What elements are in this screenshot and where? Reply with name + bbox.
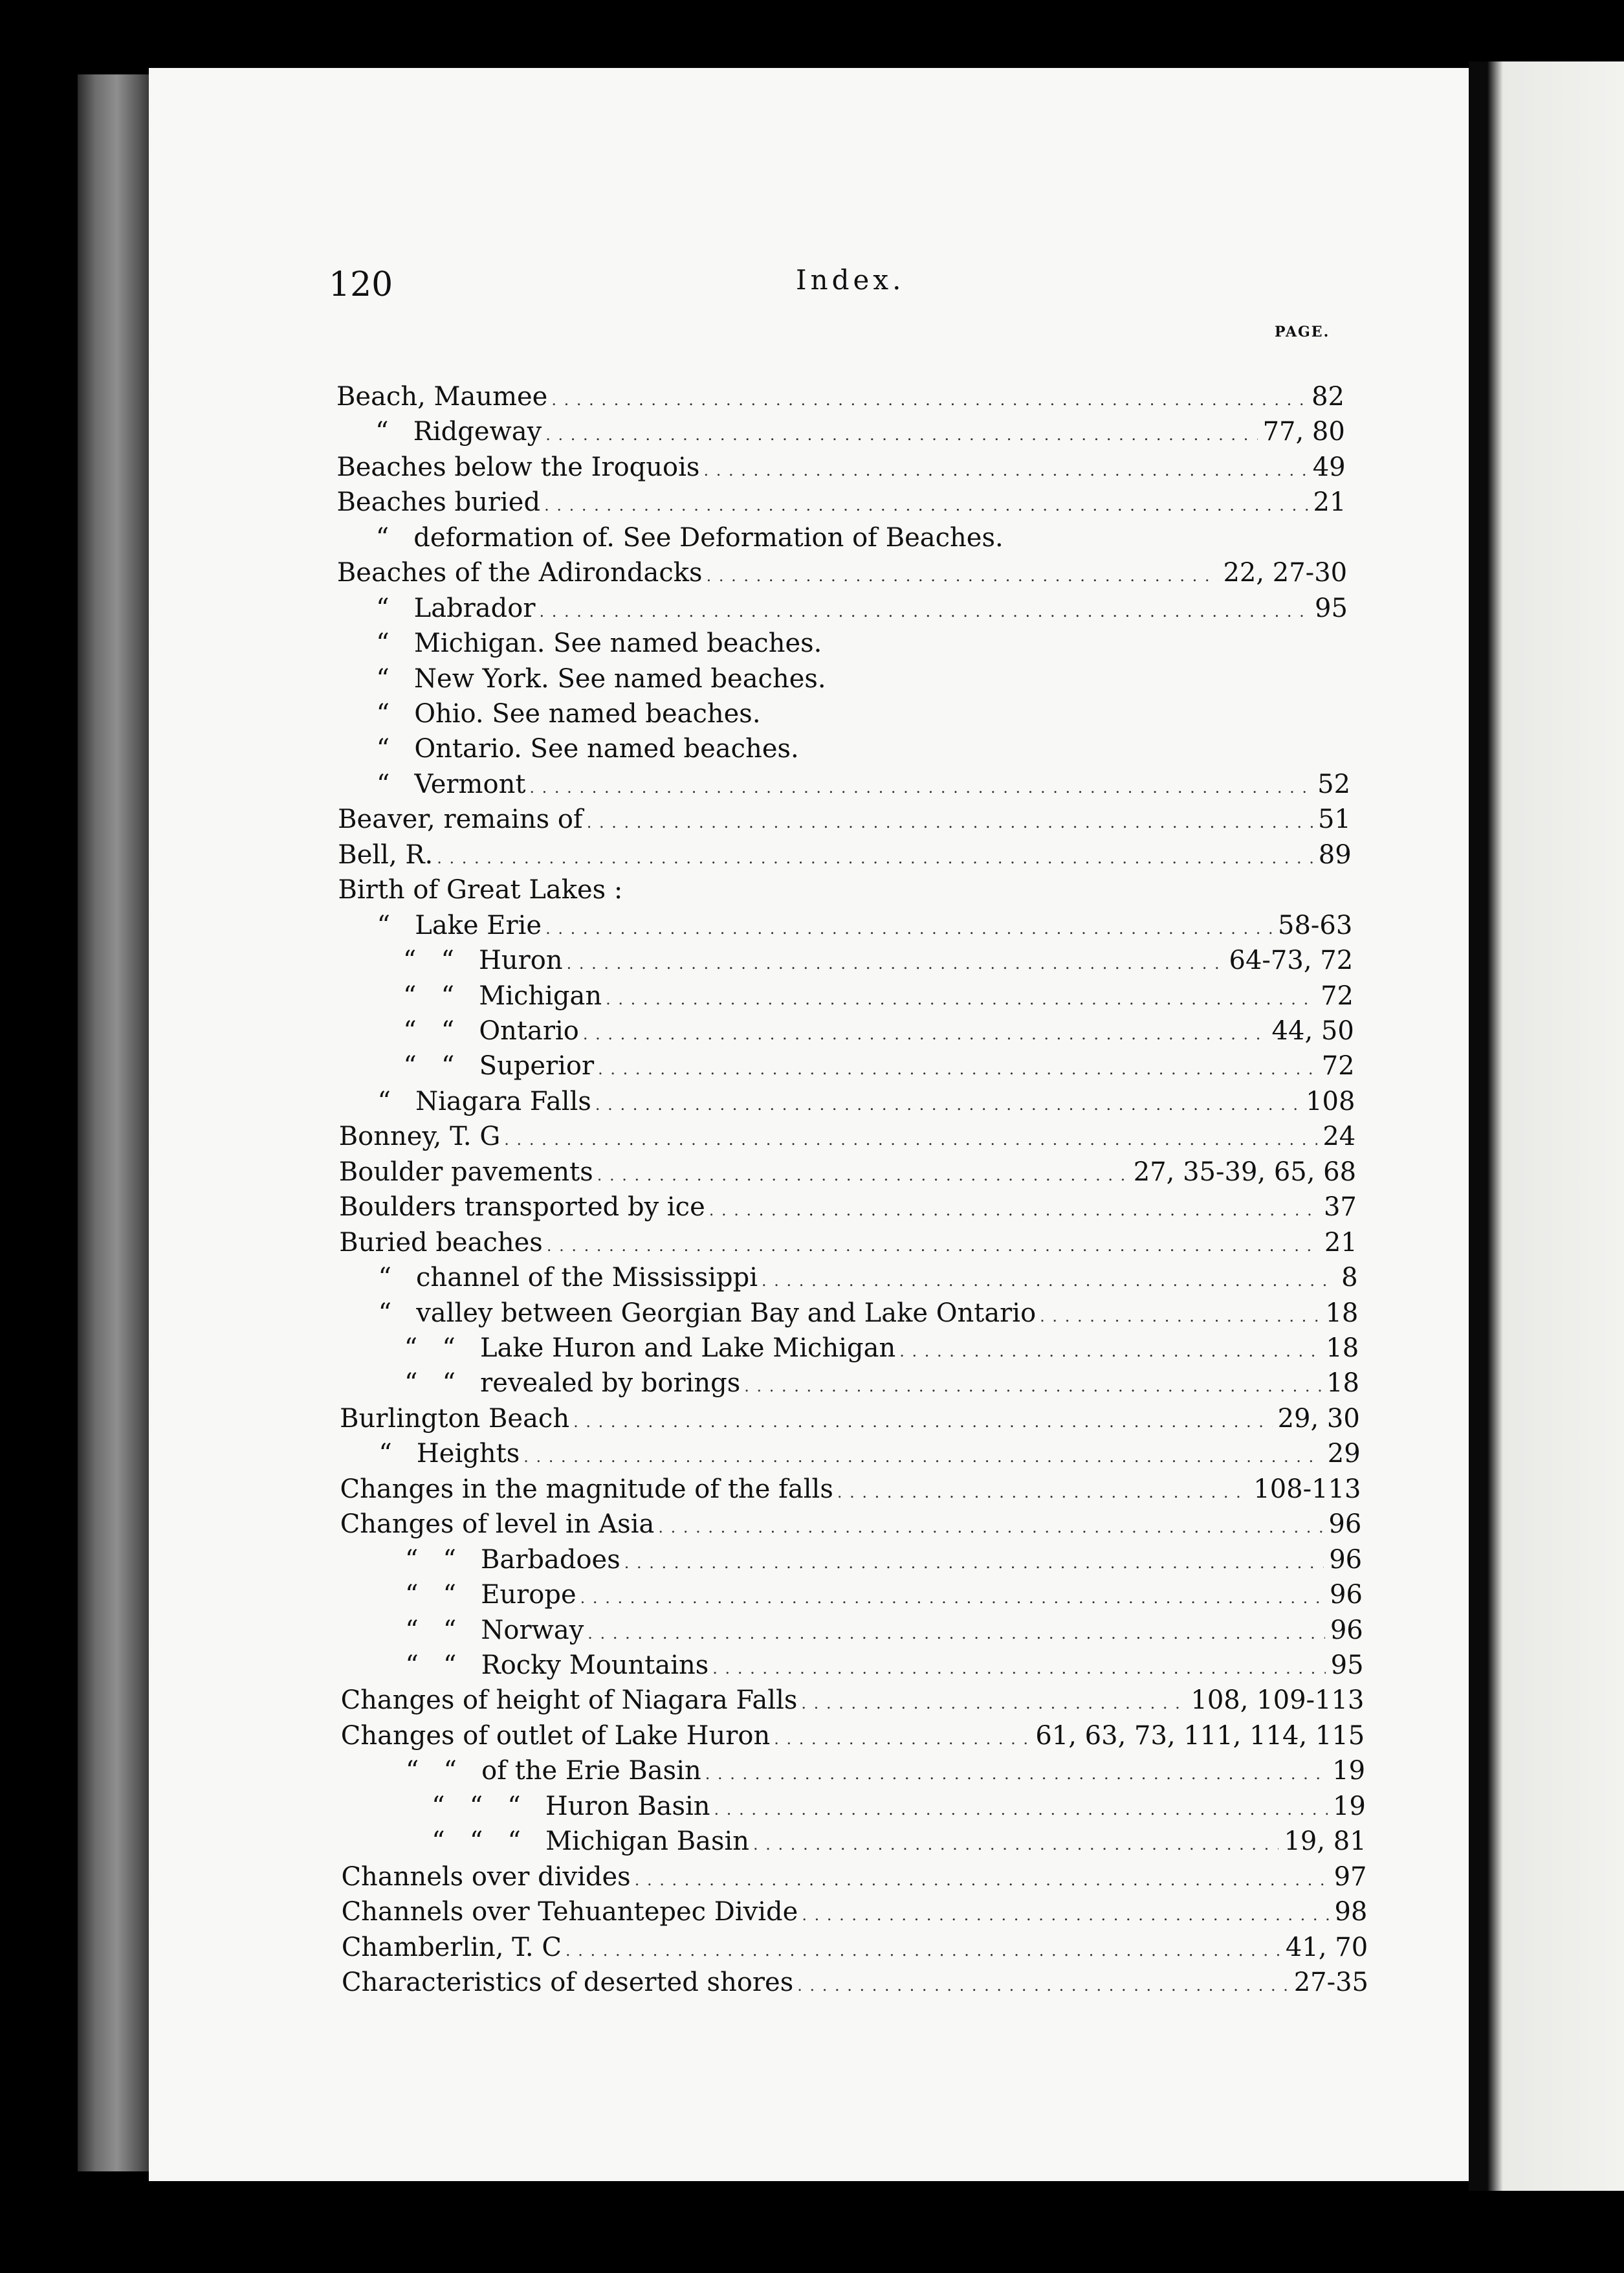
index-entry-label: “ channel of the Mississippi <box>378 1263 758 1293</box>
index-entry-pages: 98 <box>1334 1897 1368 1927</box>
index-entry-label: Beaches below the Iroquois <box>336 452 700 482</box>
index-entry <box>339 1122 1356 1151</box>
index-entry-pages: 44, 50 <box>1271 1016 1354 1046</box>
index-entry <box>406 1756 1365 1786</box>
index-entry-label: “ “ Europe <box>405 1580 576 1610</box>
dot-leader <box>542 417 1257 447</box>
index-entry <box>339 1228 1357 1258</box>
index-entry-label: Burlington Beach <box>340 1403 570 1434</box>
index-entry <box>342 1897 1368 1927</box>
index-entry-pages: 72 <box>1321 1051 1355 1081</box>
index-entry-pages: 61, 63, 73, 111, 114, 115 <box>1035 1720 1365 1751</box>
dot-leader <box>797 1685 1185 1715</box>
index-entry <box>338 840 1351 870</box>
dot-leader <box>631 1862 1329 1892</box>
dot-leader <box>500 1122 1317 1151</box>
index-entry-label: “ Lake Erie <box>377 910 542 940</box>
index-entry-pages: 58-63 <box>1278 910 1353 940</box>
dot-leader <box>701 1756 1327 1786</box>
index-entry-label: “ “ Ontario <box>403 1016 579 1046</box>
index-entry-pages: 96 <box>1328 1509 1362 1540</box>
dot-leader <box>547 382 1306 412</box>
index-entry <box>376 523 1347 553</box>
index-entry <box>337 487 1346 517</box>
index-entry-label: “ deformation of. See Deformation of Beaches. <box>375 522 1004 553</box>
index-entry <box>376 593 1348 623</box>
dot-leader <box>1036 1298 1320 1328</box>
index-entry-pages: 18 <box>1325 1298 1359 1328</box>
dot-leader <box>591 1087 1300 1116</box>
index-entry <box>403 1016 1354 1046</box>
index-entry <box>378 1087 1355 1116</box>
index-entry-pages: 108, 109-113 <box>1191 1685 1365 1716</box>
index-entry-label: “ “ Superior <box>403 1051 595 1081</box>
index-entry <box>341 1685 1365 1715</box>
index-entry-label: “ Ontario. See named beaches. <box>376 734 799 764</box>
index-entry-label: Channels over divides <box>341 1861 631 1892</box>
index-entry-label: Changes of level in Asia <box>340 1509 655 1540</box>
index-entry-pages: 72 <box>1321 981 1354 1011</box>
index-entry-pages: 27, 35-39, 65, 68 <box>1133 1157 1357 1187</box>
index-entry-label: “ “ of the Erie Basin <box>405 1756 701 1786</box>
dot-leader <box>593 1157 1128 1187</box>
index-entry-label: Bell, R. <box>338 839 433 870</box>
index-entry-pages: 29 <box>1327 1439 1361 1469</box>
dot-leader <box>895 1333 1321 1363</box>
dot-leader <box>699 452 1307 482</box>
dot-leader <box>703 558 1218 588</box>
index-entry-label: “ Michigan. See named beaches. <box>376 628 822 659</box>
index-entry <box>403 1051 1354 1081</box>
index-entry-pages: 27-35 <box>1293 1968 1368 1997</box>
index-entry-label: “ Labrador <box>376 593 536 623</box>
index-entry <box>342 1933 1368 1962</box>
dot-leader <box>576 1580 1324 1610</box>
index-entry-pages: 96 <box>1330 1615 1363 1645</box>
dot-leader <box>583 804 1313 834</box>
index-entry <box>404 1368 1359 1398</box>
index-entry-label: “ “ revealed by borings <box>404 1368 741 1399</box>
index-entry-label: “ “ Michigan <box>403 981 602 1011</box>
index-entry <box>338 804 1351 834</box>
index-entry-label: “ Ohio. See named beaches. <box>376 699 761 729</box>
index-entry-label: “ “ Norway <box>405 1615 584 1645</box>
index-entry <box>405 1545 1362 1575</box>
dot-leader <box>535 593 1310 623</box>
index-entry-label: “ Niagara Falls <box>377 1086 591 1116</box>
dot-leader <box>563 946 1224 975</box>
index-entry-label: “ “ “ Michigan Basin <box>432 1826 750 1857</box>
index-entry-label: Beach, Maumee <box>336 382 548 412</box>
index-entry <box>341 1862 1366 1892</box>
dot-leader <box>749 1826 1278 1856</box>
index-entry-pages: 19 <box>1332 1791 1366 1821</box>
dot-leader <box>705 1192 1319 1222</box>
dot-leader <box>433 840 1313 870</box>
index-entry-pages: 95 <box>1330 1650 1364 1680</box>
index-entry-pages: 22, 27-30 <box>1223 558 1348 588</box>
index-entry-label: Characteristics of deserted shores <box>342 1968 794 1997</box>
index-entry-pages: 51 <box>1317 804 1351 835</box>
index-entry-label: “ “ Rocky Mountains <box>405 1650 709 1680</box>
index-entry <box>339 1157 1356 1187</box>
index-entry-pages: 96 <box>1330 1580 1363 1610</box>
index-entry <box>375 417 1345 447</box>
index-entry-pages: 24 <box>1322 1122 1356 1152</box>
index-entry-pages: 18 <box>1326 1368 1359 1399</box>
index-entry-pages: 29, 30 <box>1277 1403 1360 1434</box>
index-entry-label: “ Vermont <box>376 769 526 799</box>
dot-leader <box>708 1650 1325 1680</box>
running-head: Index. <box>796 264 905 296</box>
index-entry-pages: 21 <box>1324 1227 1357 1258</box>
index-entry <box>377 911 1353 940</box>
index-entry-pages: 108 <box>1306 1086 1355 1116</box>
index-entry <box>379 1439 1360 1469</box>
index-entry-pages: 49 <box>1312 452 1346 482</box>
dot-leader <box>710 1791 1328 1821</box>
dot-leader <box>594 1051 1317 1081</box>
index-entry <box>403 946 1353 975</box>
dot-leader <box>520 1439 1322 1469</box>
index-entry <box>342 1968 1368 1997</box>
index-entry <box>405 1615 1363 1645</box>
index-entry-pages: 41, 70 <box>1285 1932 1368 1962</box>
index-entry-label: Changes in the magnitude of the falls <box>340 1474 833 1504</box>
index-entry <box>379 1298 1359 1328</box>
index-entry <box>405 1650 1363 1680</box>
index-entry-pages: 89 <box>1318 839 1352 870</box>
index-entry-label: “ “ Huron <box>402 946 563 976</box>
index-entry <box>340 1404 1360 1434</box>
index-entry <box>432 1791 1366 1821</box>
dot-leader <box>620 1545 1324 1575</box>
index-entry-pages: 95 <box>1315 593 1348 623</box>
index-entry-label: “ “ Lake Huron and Lake Michigan <box>404 1333 896 1363</box>
dot-leader <box>579 1016 1267 1046</box>
index-entry-pages: 108-113 <box>1253 1474 1361 1504</box>
index-entry-label: “ Ridgeway <box>375 417 542 447</box>
index-entry-label: “ “ “ Huron Basin <box>432 1791 710 1821</box>
dot-leader <box>562 1933 1280 1962</box>
index-entry-pages: 52 <box>1317 769 1351 799</box>
index-entry <box>336 382 1344 412</box>
index-entry <box>340 1474 1361 1504</box>
index-entry-label: Beaches buried <box>336 487 541 518</box>
dot-leader <box>525 770 1312 799</box>
dot-leader <box>543 1228 1319 1258</box>
index-entry-pages: 19, 81 <box>1284 1826 1366 1857</box>
index-entry-pages: 97 <box>1333 1861 1367 1892</box>
index-entry <box>336 452 1345 482</box>
index-entry <box>341 1721 1365 1751</box>
dot-leader <box>740 1368 1321 1398</box>
index-entry <box>376 664 1348 694</box>
dot-leader <box>654 1509 1323 1539</box>
index-entry-label: Birth of Great Lakes : <box>338 875 623 905</box>
index-entry <box>377 699 1350 729</box>
index-entry <box>403 981 1354 1011</box>
dot-leader <box>569 1404 1273 1434</box>
dot-leader <box>540 487 1308 517</box>
index-entry <box>404 1333 1359 1363</box>
index-entry <box>432 1826 1366 1856</box>
index-entry <box>377 770 1350 799</box>
dot-leader <box>798 1897 1329 1927</box>
index-entry-label: Beaver, remains of <box>338 804 583 835</box>
index-entry-pages: 64-73, 72 <box>1229 946 1354 976</box>
dot-leader <box>584 1615 1325 1645</box>
index-entry-pages: 18 <box>1326 1333 1359 1363</box>
index-entry-pages: 77, 80 <box>1262 417 1345 447</box>
index-entry-label: “ Heights <box>379 1439 520 1469</box>
index-entry-pages: 37 <box>1323 1192 1357 1223</box>
page-column-header: PAGE. <box>1275 324 1330 340</box>
index-entry-label: Chamberlin, T. C <box>341 1932 562 1962</box>
index-entry <box>338 875 1352 905</box>
index-entry-label: Beaches of the Adirondacks <box>336 558 703 588</box>
index-entry <box>376 628 1348 658</box>
index-entry <box>378 1263 1357 1292</box>
index-entry <box>340 1509 1362 1539</box>
index-entry <box>337 558 1347 588</box>
index-entry-pages: 96 <box>1329 1544 1363 1575</box>
index-entry-label: “ New York. See named beaches. <box>376 663 826 694</box>
index-entry-label: “ “ Barbadoes <box>404 1544 620 1575</box>
index-entry-label: Channels over Tehuantepec Divide <box>341 1897 798 1927</box>
index-entry <box>377 734 1350 764</box>
index-entry-label: Boulders transported by ice <box>339 1192 705 1223</box>
index-entry-label: Changes of outlet of Lake Huron <box>340 1720 771 1751</box>
index-entry <box>339 1192 1357 1222</box>
index-entry-label: Boulder pavements <box>338 1157 593 1187</box>
page-number: 120 <box>329 265 393 304</box>
index-entry-pages: 8 <box>1341 1263 1358 1293</box>
dot-leader <box>758 1263 1336 1292</box>
index-entry-pages: 19 <box>1332 1756 1366 1786</box>
index-entry-pages: 21 <box>1313 487 1346 518</box>
dot-leader <box>793 1968 1288 1997</box>
dot-leader <box>602 981 1315 1011</box>
index-entry-label: Changes of height of Niagara Falls <box>340 1685 798 1716</box>
index-entry-label: “ valley between Georgian Bay and Lake Ontario <box>378 1298 1037 1328</box>
index-entry-pages: 82 <box>1311 382 1344 412</box>
dot-leader <box>770 1721 1030 1751</box>
index-entry-label: Buried beaches <box>339 1227 543 1258</box>
index-entry-label: Bonney, T. G <box>338 1122 501 1152</box>
dot-leader <box>833 1474 1248 1504</box>
dot-leader <box>542 911 1273 940</box>
index-entry <box>405 1580 1363 1610</box>
